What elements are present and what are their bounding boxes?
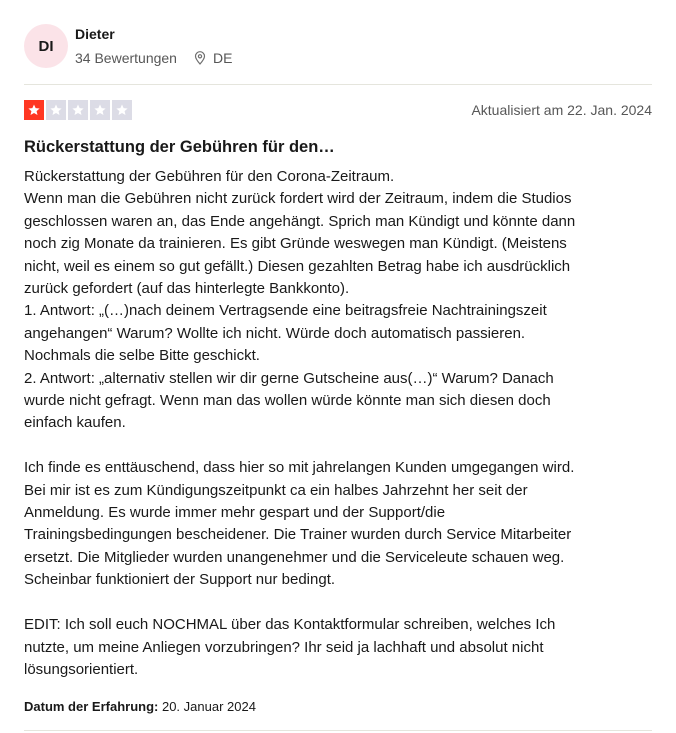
review-paragraph-2 [24,457,664,591]
updated-date: Aktualisiert am 22. Jan. 2024 [471,102,652,118]
review-line: angehangen“ Warum? Wollte ich nicht. Würde doch automatisch passieren. [24,324,526,342]
review-line: Ich finde es enttäuschend, dass hier so mit jahrelangen Kunden umgegangen wird. [24,459,575,477]
review-paragraph-1 [24,166,664,435]
review-paragraph-3 [24,614,664,681]
experience-date [24,699,256,715]
experience-date-label: Datum der Erfahrung: [24,699,159,714]
star-icon [24,100,44,120]
review-line: wurde nicht gefragt. Wenn man das wollen würde könnte man sich diesen doch [24,392,551,410]
review-line: 1. Antwort: „(…)nach deinem Vertragsende eine beitragsfreie Nachtrainingszeit [24,302,547,320]
review-line: nicht, weil es einem so gut gefällt.) Diesen gezahlten Betrag habe ich ausdrücklich [24,257,571,275]
star-icon [46,100,66,120]
review-body [24,166,664,681]
review-title[interactable]: Rückerstattung der Gebühren für den… [24,138,335,156]
star-rating [24,100,134,120]
review-line: nutzte, um meine Anliegen vorzubringen? Ihr seid ja lachhaft und absolut nicht [24,638,544,656]
divider [24,84,652,85]
review-line: noch zig Monate da trainieren. Es gibt Gründe weswegen man Kündigt. (Meistens [24,235,567,253]
review-line: Nochmals die selbe Bitte geschickt. [24,347,260,365]
review-line: lösungsorientiert. [24,660,139,678]
review-line: Bei mir ist es zum Kündigungszeitpunkt ca ein halbes Jahrzehnt her seit der [24,481,528,499]
star-icon [112,100,132,120]
reviewer-country: DE [212,50,233,66]
divider [24,730,652,731]
star-icon [68,100,88,120]
review-line: Anmeldung. Es wurde immer mehr gespart und der Support/die [24,504,446,522]
star-icon [90,100,110,120]
review-line: 2. Antwort: „alternativ stellen wir dir gerne Gutscheine aus(…)“ Warum? Danach [24,369,554,387]
reviewer-sub [75,49,232,67]
reviewer-header [24,24,232,68]
review-line: geschlossen waren an, das Ende angehängt. Sprich man Kündigt und könnte dann [24,212,576,230]
reviewer-meta [75,25,232,67]
location-pin-icon [193,51,207,65]
review-line: einfach kaufen. [24,414,126,432]
review-line: ersetzt. Die Mitglieder wurden unangenehmer und die Serviceleute schauen weg. [24,548,565,566]
experience-date-value: 20. Januar 2024 [161,699,256,714]
review-line: Scheinbar funktioniert der Support nur bedingt. [24,571,336,589]
avatar[interactable]: DI [24,24,68,68]
reviewer-name[interactable]: Dieter [75,26,115,42]
review-line: Wenn man die Gebühren nicht zurück fordert wird der Zeitraum, indem die Studios [24,190,572,208]
review-line: Trainingsbedingungen bescheidener. Die Trainer wurden durch Service Mitarbeiter [24,526,572,544]
review-count: 34 Bewertungen [75,50,177,66]
reviewer-location [193,49,232,67]
review-line: zurück gefordert (auf das hinterlegte Bankkonto). [24,280,350,298]
review-line: EDIT: Ich soll euch NOCHMAL über das Kontaktformular schreiben, welches Ich [24,616,556,634]
review-line: Rückerstattung der Gebühren für den Corona-Zeitraum. [24,168,395,185]
